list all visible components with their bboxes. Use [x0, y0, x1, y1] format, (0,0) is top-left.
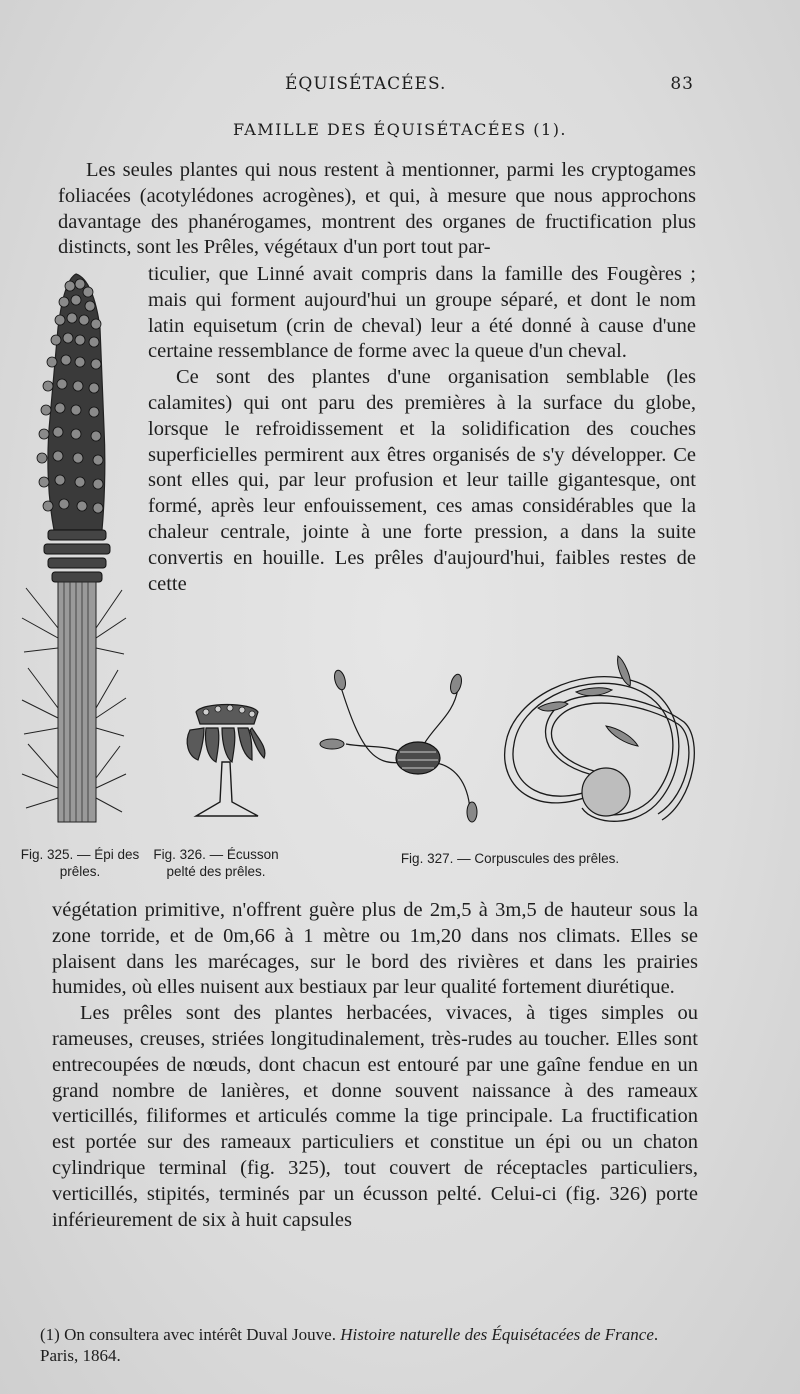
fig-326-caption: Fig. 326. — Écusson pelté des prêles. [153, 847, 279, 879]
running-head [0, 74, 800, 102]
section-title: FAMILLE DES ÉQUISÉTACÉES (1). [232, 120, 568, 139]
footnote-rest: . Paris, 1864. [40, 1325, 659, 1365]
wrapped-paragraphs [148, 262, 696, 597]
fig-327-caption: Fig. 327. — Corpuscules des prêles. [400, 851, 620, 866]
page-number: 83 [670, 74, 694, 94]
lower-paragraphs [52, 898, 698, 1233]
intro-text: Les seules plantes qui nous restent à mentionner, parmi les cryptogames foliacées (acotylédones acrogènes), et qui, à mesure que nous approchons davantage des phanérogames, montrent des organes de fructification plus distincts, sont les Prêles, végétaux d'un port tout par- [58, 159, 696, 259]
running-title: ÉQUISÉTACÉES. [285, 74, 447, 94]
footnote-lead: (1) On consultera avec intérêt Duval Jouve. [40, 1325, 341, 1344]
fig-327-spores-illustration [306, 644, 696, 844]
description-paragraph: Les prêles sont des plantes herbacées, vivaces, à tiges simples ou rameuses, creuses, striées longitudinalement, très-rudes au toucher. Elles sont entrecoupées de nœuds, dont chacun est entouré par une gaîne fendue en un grand nombre de lanières, et donne souvent naissance à des rameaux verticillés, filiformes et articulés comme la tige principale. La fructification est portée sur des rameaux particuliers et constitue un épi ou un chaton cylindrique terminal (fig. 325), tout couvert de réceptacles particuliers, verticillés, stipités, terminés par un écusson pelté. Celui-ci (fig. 326) porte inférieurement de six à huit capsules [52, 1002, 698, 1231]
calamites-paragraph: Ce sont des plantes d'une organisation semblable (les calamites) qui ont paru des premières à la surface du globe, lorsque le refroidissement et la solidification des couches superficielles permirent aux êtres organisés de s'y développer. Ce sont elles qui, par leur profusion et leur taille gigantesque, ont formé, après leur enfouissement, ces amas considérables que la chaleur centrale, jointe à une forte pression, a dans la suite convertis en houille. Les prêles d'aujourd'hui, faibles restes de cette [148, 366, 696, 595]
footnote-book-title: Histoire naturelle des Équisétacées de France [340, 1325, 654, 1344]
vegetation-paragraph: végétation primitive, n'offrent guère plus de 2m,5 à 3m,5 de hauteur sous la zone torride, et de 0m,66 à 1 mètre ou 1m,20 dans nos climats. Elles se plaisent dans les marécages, sur le bord des rivières et dans les prairies humides, où elles nuisent aux bestiaux par leur qualité fortement diurétique. [52, 899, 698, 999]
fig-325-spike-illustration [18, 268, 128, 828]
intro-continuation: ticulier, que Linné avait compris dans la famille des Fougères ; mais qui forment aujourd'hui un groupe séparé, et dont le nom latin equisetum (crin de cheval) leur a été donné à cause d'une certaine ressemblance de forme avec la queue d'un cheval. [148, 263, 696, 363]
fig-325-caption: Fig. 325. — Épi des prêles. [20, 847, 140, 879]
footnote [40, 1324, 700, 1366]
intro-paragraph [58, 158, 696, 261]
fig-326-shield-illustration [182, 698, 272, 828]
